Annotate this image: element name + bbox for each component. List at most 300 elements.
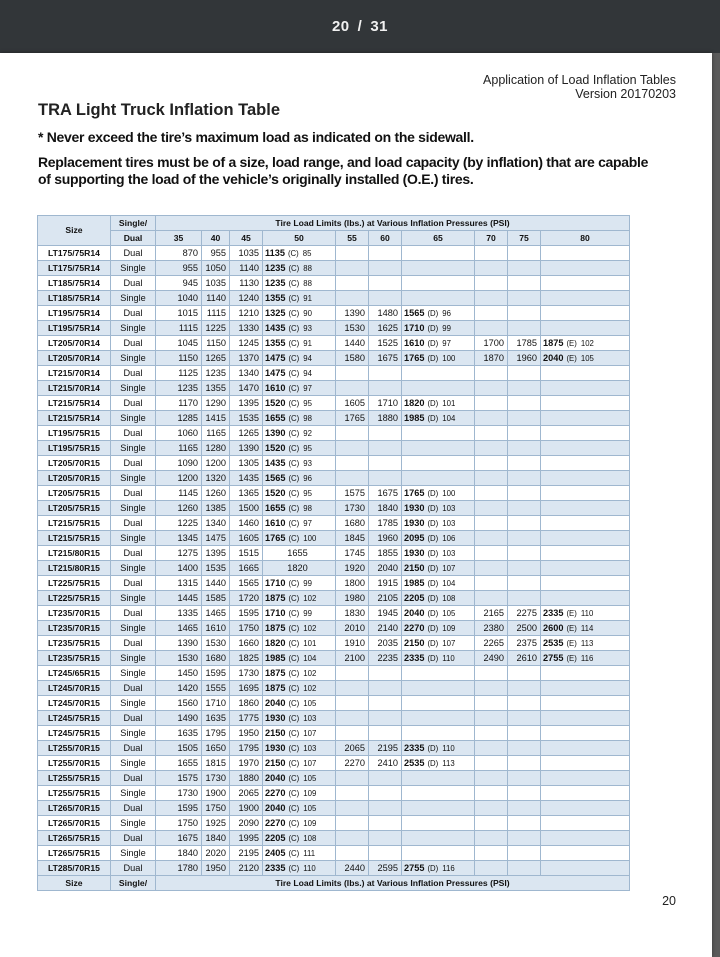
tire-size-cell: LT215/80R15 (38, 546, 111, 561)
max-load-value: 1820 (404, 397, 425, 408)
load-cell: 1675 (156, 831, 202, 846)
tire-size-cell: LT265/70R15 (38, 801, 111, 816)
max-load-value: 2150 (265, 727, 286, 738)
max-load-value: 1520 (265, 487, 286, 498)
load-cell (369, 816, 402, 831)
single-dual-cell: Dual (111, 546, 156, 561)
max-load-value: 1610 (265, 382, 286, 393)
load-cell: 1340 (230, 366, 263, 381)
load-cell: 1115 (156, 321, 202, 336)
load-cell (475, 291, 508, 306)
load-cell: 1275 (156, 546, 202, 561)
current-page-indicator[interactable]: 20 (331, 18, 350, 35)
load-cell (541, 261, 630, 276)
single-dual-cell: Dual (111, 861, 156, 876)
max-load-value: 2040 (543, 352, 564, 363)
load-range: (D) (427, 533, 439, 543)
table-row (38, 246, 630, 261)
table-row (38, 666, 630, 681)
tire-size-cell: LT195/75R15 (38, 426, 111, 441)
load-index: 100 (442, 353, 456, 363)
load-cell (475, 456, 508, 471)
pressure-header: 70 (475, 231, 508, 246)
load-cell (336, 816, 369, 831)
single-dual-cell: Dual (111, 711, 156, 726)
replacement-note: Replacement tires must be of a size, load range, and load capacity (by inflation) that are capable of supporting the load of the vehicle’s originally installed (O.E.) tires. (38, 154, 649, 187)
load-index: 106 (442, 533, 456, 543)
max-load-value: 2205 (404, 592, 425, 603)
load-range: (C) (288, 848, 300, 858)
load-cell: 1170 (156, 396, 202, 411)
load-range: (C) (288, 503, 300, 513)
tire-size-cell: LT205/70R15 (38, 456, 111, 471)
max-load-value: 1765 (404, 352, 425, 363)
load-range: (C) (288, 323, 300, 333)
load-cell (508, 396, 541, 411)
load-index: 105 (442, 608, 456, 618)
load-cell: 2595 (369, 861, 402, 876)
load-cell: 1730 (202, 771, 230, 786)
max-load-cell (263, 636, 336, 651)
max-load-cell (263, 681, 336, 696)
load-cell (541, 681, 630, 696)
load-cell: 1015 (156, 306, 202, 321)
table-row (38, 681, 630, 696)
load-cell: 2065 (230, 786, 263, 801)
load-cell: 1200 (156, 471, 202, 486)
tire-size-cell: LT205/75R15 (38, 501, 111, 516)
table-row (38, 831, 630, 846)
max-load-value: 1655 (265, 502, 286, 513)
load-cell (475, 696, 508, 711)
load-cell: 1920 (336, 561, 369, 576)
load-range: (C) (288, 833, 300, 843)
load-range: (C) (288, 413, 300, 423)
tire-size-cell: LT235/70R15 (38, 606, 111, 621)
single-dual-cell: Dual (111, 831, 156, 846)
load-cell: 2040 (369, 561, 402, 576)
load-cell: 1145 (156, 486, 202, 501)
load-cell: 2195 (369, 741, 402, 756)
pressure-header: 35 (156, 231, 202, 246)
load-cell (508, 456, 541, 471)
load-cell: 1820 (263, 561, 336, 576)
load-cell (336, 246, 369, 261)
max-load-cell (263, 591, 336, 606)
load-cell (475, 666, 508, 681)
max-load-cell (263, 501, 336, 516)
load-cell: 1040 (156, 291, 202, 306)
load-cell (475, 816, 508, 831)
load-cell: 955 (202, 246, 230, 261)
load-index: 95 (303, 398, 312, 408)
load-index: 92 (303, 428, 312, 438)
load-cell (402, 726, 475, 741)
single-dual-cell: Single (111, 351, 156, 366)
max-load-cell (263, 756, 336, 771)
load-range: (D) (427, 488, 439, 498)
load-range: (D) (427, 413, 439, 423)
load-cell: 2275 (508, 606, 541, 621)
load-cell (475, 441, 508, 456)
load-range: (C) (288, 698, 300, 708)
table-row (38, 306, 630, 321)
load-cell (369, 681, 402, 696)
load-cell (508, 411, 541, 426)
table-row (38, 516, 630, 531)
load-cell (541, 246, 630, 261)
max-load-cell (263, 486, 336, 501)
single-dual-cell: Single (111, 411, 156, 426)
document-name: Application of Load Inflation Tables (483, 73, 676, 87)
load-cell (336, 726, 369, 741)
load-cell (369, 711, 402, 726)
max-load-value: 1875 (265, 682, 286, 693)
load-index: 98 (303, 503, 312, 513)
max-load-cell (402, 306, 475, 321)
load-cell (508, 576, 541, 591)
tire-size-cell: LT205/70R14 (38, 351, 111, 366)
table-row (38, 351, 630, 366)
load-cell: 870 (156, 246, 202, 261)
max-load-value: 1710 (404, 322, 425, 333)
load-cell (336, 666, 369, 681)
load-cell: 1465 (156, 621, 202, 636)
load-cell: 2410 (369, 756, 402, 771)
max-load-cell (402, 591, 475, 606)
load-cell: 1825 (230, 651, 263, 666)
max-load-cell (263, 351, 336, 366)
load-cell: 1730 (230, 666, 263, 681)
single-dual-cell: Single (111, 651, 156, 666)
pressure-header: 50 (263, 231, 336, 246)
load-cell (508, 366, 541, 381)
load-cell (402, 276, 475, 291)
load-cell: 1475 (202, 531, 230, 546)
load-cell (336, 456, 369, 471)
load-cell (508, 681, 541, 696)
load-range: (C) (288, 713, 300, 723)
load-cell: 2270 (336, 756, 369, 771)
max-load-cell (402, 756, 475, 771)
max-load-cell (263, 411, 336, 426)
load-index: 107 (442, 638, 456, 648)
load-range: (D) (427, 353, 439, 363)
load-cell (402, 666, 475, 681)
tire-size-cell: LT245/75R15 (38, 711, 111, 726)
load-cell (541, 561, 630, 576)
max-load-value: 1985 (265, 652, 286, 663)
load-cell (508, 276, 541, 291)
load-cell (541, 846, 630, 861)
load-cell (336, 786, 369, 801)
single-dual-cell: Single (111, 381, 156, 396)
single-dual-cell: Single (111, 756, 156, 771)
tire-size-cell: LT245/70R15 (38, 681, 111, 696)
load-cell: 1390 (156, 636, 202, 651)
load-cell (402, 681, 475, 696)
table-row (38, 756, 630, 771)
table-row (38, 441, 630, 456)
tire-size-cell: LT215/70R14 (38, 366, 111, 381)
load-cell (541, 396, 630, 411)
load-cell: 1140 (230, 261, 263, 276)
max-load-value: 1875 (265, 592, 286, 603)
load-range: (C) (288, 758, 300, 768)
table-row (38, 381, 630, 396)
max-load-cell (541, 621, 630, 636)
max-load-cell (402, 741, 475, 756)
max-load-value: 1475 (265, 367, 286, 378)
max-load-cell (263, 336, 336, 351)
type-header-line1: Single/ (111, 216, 156, 231)
load-cell: 1750 (230, 621, 263, 636)
load-cell (402, 831, 475, 846)
load-cell (541, 546, 630, 561)
load-index: 110 (442, 743, 455, 753)
load-cell: 1420 (156, 681, 202, 696)
load-cell (369, 831, 402, 846)
load-range: (D) (427, 623, 439, 633)
load-index: 107 (442, 563, 456, 573)
load-range: (C) (288, 728, 300, 738)
document-page (0, 53, 712, 957)
max-load-cell (402, 501, 475, 516)
load-cell (508, 726, 541, 741)
load-cell (508, 516, 541, 531)
load-cell (475, 486, 508, 501)
load-cell: 2500 (508, 621, 541, 636)
max-load-value: 1235 (265, 262, 286, 273)
load-cell: 1970 (230, 756, 263, 771)
single-dual-cell: Single (111, 816, 156, 831)
load-cell (402, 846, 475, 861)
load-cell (508, 321, 541, 336)
load-index: 90 (303, 308, 312, 318)
pressure-header: 55 (336, 231, 369, 246)
max-load-cell (263, 816, 336, 831)
load-cell: 1900 (202, 786, 230, 801)
load-range: (C) (288, 653, 300, 663)
load-range: (C) (288, 383, 300, 393)
load-index: 100 (442, 488, 456, 498)
load-cell: 1525 (369, 336, 402, 351)
table-row (38, 636, 630, 651)
load-range: (D) (427, 578, 439, 588)
load-cell: 1480 (369, 306, 402, 321)
table-row (38, 336, 630, 351)
tire-size-cell: LT255/70R15 (38, 741, 111, 756)
load-index: 95 (303, 443, 312, 453)
load-cell (369, 366, 402, 381)
load-cell (541, 501, 630, 516)
load-cell (541, 426, 630, 441)
load-cell: 1655 (156, 756, 202, 771)
load-cell (508, 816, 541, 831)
load-cell (508, 471, 541, 486)
load-cell: 1745 (336, 546, 369, 561)
load-cell: 1445 (156, 591, 202, 606)
load-index: 103 (303, 713, 317, 723)
load-cell (508, 786, 541, 801)
tire-size-cell: LT245/65R15 (38, 666, 111, 681)
tire-size-cell: LT205/70R14 (38, 336, 111, 351)
max-load-value: 2040 (404, 607, 425, 618)
load-cell (508, 441, 541, 456)
load-cell (475, 426, 508, 441)
single-dual-cell: Dual (111, 306, 156, 321)
max-load-cell (263, 741, 336, 756)
load-range: (E) (566, 608, 577, 618)
load-cell: 1500 (230, 501, 263, 516)
load-range: (E) (566, 638, 577, 648)
load-cell: 1290 (202, 396, 230, 411)
max-load-cell (263, 306, 336, 321)
load-cell: 1385 (202, 501, 230, 516)
max-load-cell (402, 861, 475, 876)
load-cell: 1090 (156, 456, 202, 471)
load-cell (475, 831, 508, 846)
load-range: (C) (288, 473, 300, 483)
load-cell (336, 801, 369, 816)
load-range: (C) (288, 773, 300, 783)
load-cell (475, 756, 508, 771)
load-cell (369, 276, 402, 291)
tire-size-cell: LT175/75R14 (38, 261, 111, 276)
load-cell (508, 291, 541, 306)
load-cell (402, 456, 475, 471)
load-range: (D) (427, 743, 439, 753)
load-index: 102 (303, 593, 317, 603)
load-cell: 1860 (230, 696, 263, 711)
size-header: Size (38, 216, 111, 246)
load-cell: 1320 (202, 471, 230, 486)
max-load-value: 1135 (265, 247, 285, 258)
max-load-cell (541, 606, 630, 621)
load-cell (508, 501, 541, 516)
max-load-cell (263, 456, 336, 471)
load-cell: 1440 (336, 336, 369, 351)
total-pages-indicator: 31 (370, 18, 389, 35)
load-index: 113 (442, 758, 455, 768)
tire-size-cell: LT195/75R14 (38, 306, 111, 321)
load-cell (475, 246, 508, 261)
load-cell (336, 276, 369, 291)
single-dual-cell: Dual (111, 741, 156, 756)
load-cell: 1575 (156, 771, 202, 786)
single-dual-cell: Single (111, 666, 156, 681)
load-cell: 2010 (336, 621, 369, 636)
load-cell (336, 711, 369, 726)
tire-size-cell: LT215/75R15 (38, 516, 111, 531)
load-index: 108 (303, 833, 317, 843)
load-cell (369, 261, 402, 276)
load-cell (402, 381, 475, 396)
max-load-value: 1875 (265, 622, 286, 633)
load-range: (C) (288, 263, 300, 273)
load-cell: 1470 (230, 381, 263, 396)
load-cell (475, 591, 508, 606)
max-load-value: 1930 (265, 742, 286, 753)
load-range: (E) (566, 338, 577, 348)
load-cell: 1855 (369, 546, 402, 561)
load-cell (369, 696, 402, 711)
load-cell: 1365 (230, 486, 263, 501)
load-cell: 1340 (202, 516, 230, 531)
load-cell (541, 711, 630, 726)
load-cell (541, 366, 630, 381)
load-range: (C) (288, 593, 300, 603)
tire-size-cell: LT265/75R15 (38, 846, 111, 861)
max-load-cell (402, 546, 475, 561)
load-index: 104 (303, 653, 317, 663)
load-cell: 1035 (202, 276, 230, 291)
max-load-value: 1355 (265, 337, 286, 348)
load-cell (541, 666, 630, 681)
max-load-cell (263, 711, 336, 726)
load-cell (541, 726, 630, 741)
load-cell: 1730 (336, 501, 369, 516)
load-cell: 1035 (230, 246, 263, 261)
load-cell (508, 486, 541, 501)
tire-size-cell: LT245/70R15 (38, 696, 111, 711)
load-range: (E) (566, 353, 577, 363)
load-cell: 1150 (202, 336, 230, 351)
load-cell (508, 261, 541, 276)
load-cell: 1945 (369, 606, 402, 621)
load-cell (402, 816, 475, 831)
max-load-cell (263, 441, 336, 456)
max-load-value: 2335 (404, 742, 425, 753)
load-cell (402, 711, 475, 726)
load-cell (336, 366, 369, 381)
tire-size-cell: LT235/75R15 (38, 636, 111, 651)
load-cell (402, 786, 475, 801)
load-cell: 1535 (230, 411, 263, 426)
load-cell (541, 576, 630, 591)
load-cell (475, 771, 508, 786)
load-cell: 1870 (475, 351, 508, 366)
max-load-cell (263, 531, 336, 546)
max-load-value: 2755 (543, 652, 564, 663)
table-row (38, 396, 630, 411)
load-cell: 1235 (202, 366, 230, 381)
load-index: 101 (303, 638, 317, 648)
load-cell: 2265 (475, 636, 508, 651)
load-cell: 1345 (156, 531, 202, 546)
load-cell: 1435 (230, 471, 263, 486)
max-load-cell (263, 651, 336, 666)
pdf-viewer-toolbar (0, 0, 720, 53)
load-cell (369, 441, 402, 456)
load-cell: 1720 (230, 591, 263, 606)
load-cell: 1655 (263, 546, 336, 561)
max-load-value: 2335 (265, 862, 286, 873)
max-load-cell (402, 396, 475, 411)
load-cell: 1200 (202, 456, 230, 471)
load-index: 97 (303, 383, 312, 393)
load-range: (C) (288, 788, 300, 798)
load-cell: 2375 (508, 636, 541, 651)
load-cell: 1680 (336, 516, 369, 531)
load-cell (508, 741, 541, 756)
load-cell (541, 771, 630, 786)
max-load-cell (263, 786, 336, 801)
load-cell: 1585 (202, 591, 230, 606)
max-load-value: 1565 (404, 307, 425, 318)
load-range: (D) (427, 518, 439, 528)
load-cell (541, 306, 630, 321)
